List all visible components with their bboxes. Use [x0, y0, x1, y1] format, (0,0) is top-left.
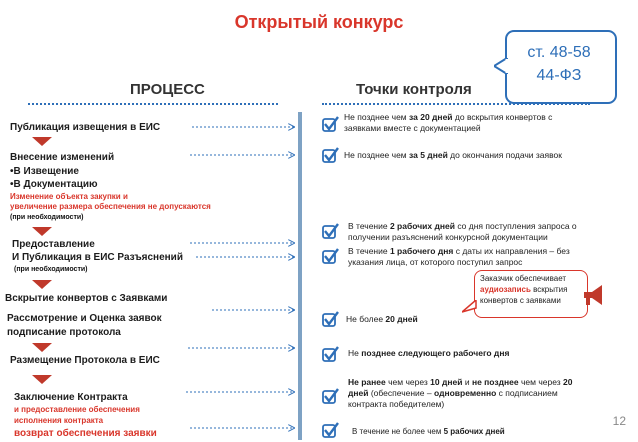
- checkbox-check-icon: [322, 387, 340, 405]
- step-opening: Вскрытие конвертов с Заявками: [5, 293, 168, 304]
- checkbox-check-icon: [322, 247, 340, 265]
- step-changes-notice: •В Извещение: [10, 166, 79, 177]
- step-clarify-note: (при необходимости): [14, 266, 88, 273]
- control-refund-deadline: В течение не более чем 5 рабочих дней: [352, 427, 505, 436]
- control-clarify-deadline: В течение 2 рабочих дней со дня поступления запроса о получении разъяснений конкурсной документации: [348, 221, 577, 242]
- reference-law-articles: ст. 48-58: [527, 44, 591, 61]
- control-publication-deadline: Не позднее чем за 20 дней до вскрытия конвертов с заявками вместе с документацией: [344, 112, 553, 133]
- step-changes-warning-2: увеличение размера обеспечения не допускаются: [10, 202, 211, 211]
- step-changes-note: (при необходимости): [10, 214, 84, 221]
- checkbox-check-icon: [322, 222, 340, 240]
- step-publication: Публикация извещения в ЕИС: [10, 122, 161, 133]
- audio-notice-text: Заказчик обеспечивает аудиозапись вскрытия конвертов с заявками: [480, 274, 568, 305]
- page-title: Открытый конкурс: [234, 12, 404, 32]
- checkbox-check-icon: [322, 345, 340, 363]
- control-protocol-deadline: Не позднее следующего рабочего дня: [348, 348, 510, 358]
- control-header: Точки контроля: [356, 81, 472, 98]
- checkbox-check-icon: [322, 310, 340, 328]
- step-contract-security: и предоставление обеспечения: [14, 405, 140, 414]
- page-number: 12: [612, 414, 626, 428]
- checkbox-check-icon: [322, 115, 340, 133]
- process-header: ПРОЦЕСС: [130, 81, 205, 98]
- checkbox-check-icon: [322, 146, 340, 164]
- step-changes: Внесение изменений: [10, 152, 115, 163]
- step-changes-docs: •В Документацию: [10, 179, 98, 190]
- step-contract-execution: исполнения контракта: [14, 416, 104, 425]
- megaphone-icon: [580, 282, 606, 308]
- step-protocol-publish: Размещение Протокола в ЕИС: [10, 355, 160, 366]
- step-review: Рассмотрение и Оценка заявок: [7, 313, 162, 324]
- notice-pointer-icon: [462, 300, 478, 314]
- step-contract: Заключение Контракта: [14, 392, 128, 403]
- control-clarify-publish-deadline: В течение 1 рабочего дня с даты их направления – без указания лица, от которого поступил запрос: [348, 246, 570, 267]
- step-clarify-provide: Предоставление: [12, 239, 95, 250]
- step-clarify-publish: И Публикация в ЕИС Разъяснений: [12, 252, 183, 263]
- step-changes-warning-1: Изменение объекта закупки и: [10, 192, 128, 201]
- control-review-deadline: Не более 20 дней: [346, 314, 418, 324]
- checkbox-check-icon: [322, 421, 340, 439]
- reference-law-number: 44-ФЗ: [536, 67, 582, 84]
- step-review-protocol: подписание протокола: [7, 327, 121, 338]
- control-contract-deadline: Не ранее чем через 10 дней и не позднее чем через 20 дней (обеспечение – одновременно с подписанием контракта победителем): [348, 377, 573, 409]
- step-refund: возврат обеспечения заявки: [14, 428, 157, 439]
- control-changes-deadline: Не позднее чем за 5 дней до окончания подачи заявок: [344, 150, 563, 160]
